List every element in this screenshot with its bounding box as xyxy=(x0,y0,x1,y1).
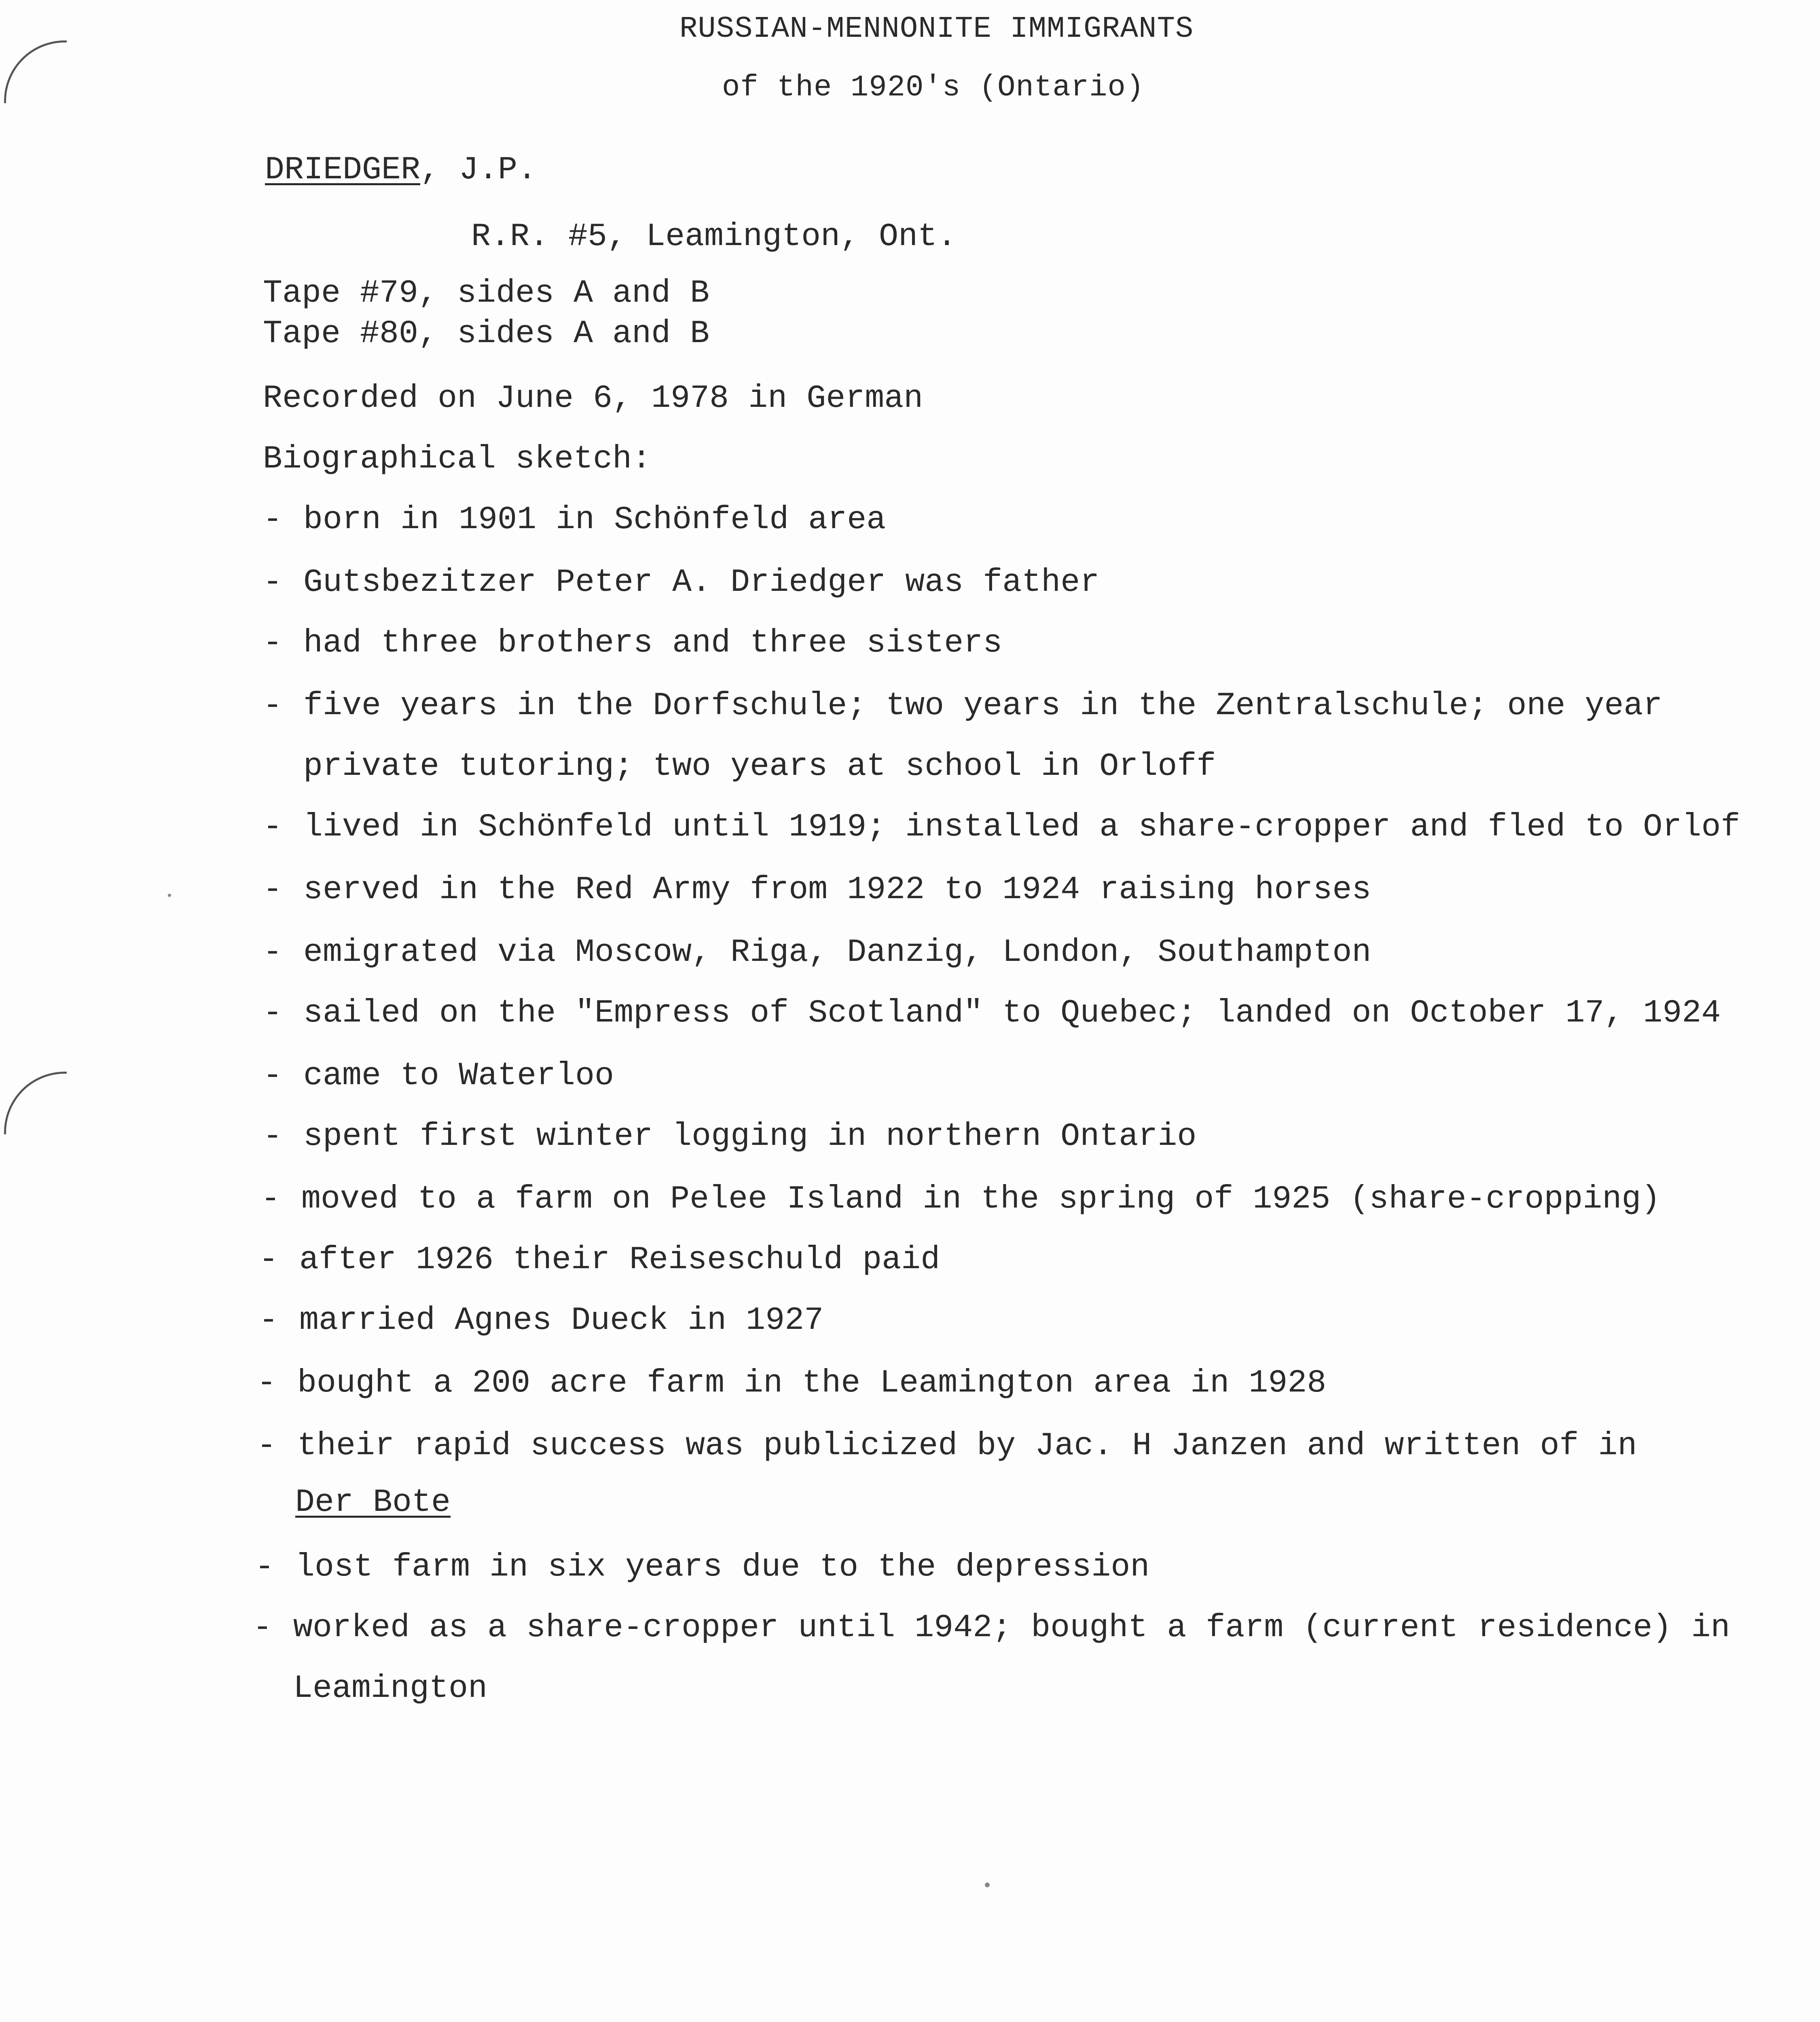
list-item xyxy=(263,625,1002,662)
tape-line: Tape #79, sides A and B xyxy=(263,275,710,312)
item-text: served in the Red Army from 1922 to 1924 raising horses xyxy=(303,871,1371,908)
item-dash: - xyxy=(257,1365,277,1402)
list-item xyxy=(263,1058,614,1094)
item-text: married Agnes Dueck in 1927 xyxy=(299,1302,824,1339)
punch-hole-top xyxy=(4,40,67,103)
item-text: emigrated via Moscow, Riga, Danzig, London, Southampton xyxy=(303,934,1371,971)
item-text: Gutsbezitzer Peter A. Driedger was father xyxy=(303,564,1100,601)
item-dash: - xyxy=(255,1549,275,1586)
list-item xyxy=(257,1365,1326,1402)
speck xyxy=(985,1882,990,1887)
item-dash: - xyxy=(263,995,283,1032)
sketch-heading: Biographical sketch: xyxy=(263,441,652,478)
list-item xyxy=(263,1118,1196,1155)
list-item xyxy=(257,1428,1637,1464)
list-item xyxy=(263,687,1663,724)
item-dash: - xyxy=(253,1610,273,1646)
list-item xyxy=(263,501,886,538)
item-dash: - xyxy=(263,809,283,846)
subject-surname: DRIEDGER xyxy=(265,152,421,188)
punch-hole-middle xyxy=(4,1072,67,1134)
item-dash: - xyxy=(263,1118,283,1155)
publication-title: Der Bote xyxy=(295,1484,451,1521)
item-text: had three brothers and three sisters xyxy=(303,625,1003,662)
recorded-line: Recorded on June 6, 1978 in German xyxy=(263,380,923,417)
speck xyxy=(168,894,171,897)
item-text: bought a 200 acre farm in the Leamington area in 1928 xyxy=(297,1365,1327,1402)
item-dash: - xyxy=(257,1428,277,1464)
list-item xyxy=(261,1181,1661,1218)
list-item xyxy=(259,1242,940,1278)
item-dash: - xyxy=(263,934,283,971)
list-item xyxy=(259,1302,823,1339)
item-text: moved to a farm on Pelee Island in the spring of 1925 (share-cropping) xyxy=(301,1181,1661,1218)
item-text: came to Waterloo xyxy=(303,1058,614,1094)
list-item-continuation xyxy=(295,1484,451,1521)
item-text: worked as a share-cropper until 1942; bought a farm (current residence) in xyxy=(293,1610,1730,1646)
item-dash: - xyxy=(263,687,283,724)
item-text: spent first winter logging in northern Ontario xyxy=(303,1118,1197,1155)
list-item xyxy=(263,871,1371,908)
item-dash: - xyxy=(259,1242,279,1278)
item-dash: - xyxy=(263,871,283,908)
item-text: lost farm in six years due to the depression xyxy=(295,1549,1150,1586)
item-dash: - xyxy=(263,1058,283,1094)
item-dash: - xyxy=(261,1181,281,1218)
list-item xyxy=(263,809,1740,846)
document-title: RUSSIAN-MENNONITE IMMIGRANTS xyxy=(679,12,1194,46)
subject-name xyxy=(265,152,537,188)
item-text: after 1926 their Reiseschuld paid xyxy=(299,1242,940,1278)
tape-line: Tape #80, sides A and B xyxy=(263,315,710,352)
list-item xyxy=(263,564,1099,601)
list-item-continuation: Leamington xyxy=(293,1670,488,1707)
list-item xyxy=(263,934,1371,971)
item-text: lived in Schönfeld until 1919; installed a share-cropper and fled to Orlof xyxy=(303,809,1740,846)
item-text: their rapid success was publicized by Jac. H Janzen and written of in xyxy=(297,1428,1637,1464)
item-text: sailed on the "Empress of Scotland" to Quebec; landed on October 17, 1924 xyxy=(303,995,1721,1032)
subject-initials: , J.P. xyxy=(420,152,537,188)
list-item xyxy=(263,995,1721,1032)
subject-address: R.R. #5, Leamington, Ont. xyxy=(471,218,957,255)
item-dash: - xyxy=(263,564,283,601)
list-item xyxy=(253,1610,1730,1646)
item-text: born in 1901 in Schönfeld area xyxy=(303,501,886,538)
item-text: five years in the Dorfschule; two years in the Zentralschule; one year xyxy=(303,687,1663,724)
item-dash: - xyxy=(263,501,283,538)
list-item xyxy=(255,1549,1149,1586)
document-subtitle: of the 1920's (Ontario) xyxy=(722,71,1145,105)
item-dash: - xyxy=(263,625,283,662)
list-item-continuation: private tutoring; two years at school in Orloff xyxy=(303,748,1216,785)
item-dash: - xyxy=(259,1302,279,1339)
